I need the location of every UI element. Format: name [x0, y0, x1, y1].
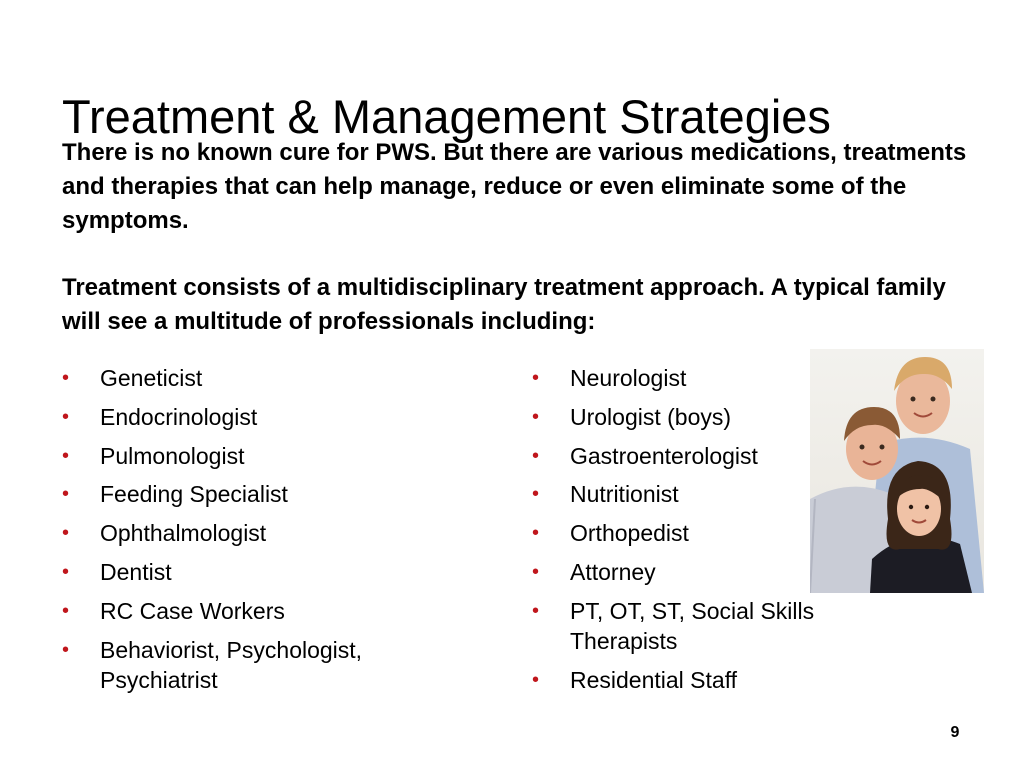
list-item-label: Gastroenterologist [570, 442, 758, 469]
bullet-icon: • [62, 522, 70, 545]
list-item-label: Nutritionist [570, 481, 679, 508]
bullet-icon: • [532, 599, 540, 622]
list-item [62, 363, 482, 394]
children-photo [810, 349, 984, 593]
list-item [62, 557, 482, 588]
intro-paragraph-cure: There is no known cure for PWS. But there are various medications, treatments and therapies that can help manage, reduce or even eliminate some of the symptoms. [62, 139, 967, 234]
bullet-icon: • [62, 444, 70, 467]
professionals-list-left [62, 363, 482, 704]
list-item [62, 479, 482, 510]
bullet-icon: • [532, 483, 540, 506]
list-item-label: Orthopedist [570, 520, 689, 547]
bullet-icon: • [532, 560, 540, 583]
intro-paragraph-approach: Treatment consists of a multidisciplinary treatment approach. A typical family will see a multitude of professionals including: [62, 274, 946, 335]
bullet-icon: • [62, 483, 70, 506]
list-item-label: Behaviorist, Psychologist, Psychiatrist [100, 636, 363, 694]
bullet-icon: • [62, 560, 70, 583]
list-item-label: RC Case Workers [100, 597, 285, 624]
list-item-label: Endocrinologist [100, 403, 258, 430]
list-item-label: Residential Staff [570, 667, 738, 694]
list-item [62, 402, 482, 433]
bullet-icon: • [532, 444, 540, 467]
bullet-icon: • [62, 638, 70, 661]
bullet-icon: • [532, 405, 540, 428]
bullet-icon: • [62, 367, 70, 389]
list-item [532, 665, 862, 696]
bullet-icon: • [62, 599, 70, 622]
bullet-icon: • [532, 522, 540, 545]
list-item [62, 441, 482, 472]
list-item-label: Attorney [570, 558, 656, 585]
list-item-label: Pulmonologist [100, 442, 245, 469]
list-item-label: Urologist (boys) [570, 403, 732, 430]
list-item-label: Dentist [100, 558, 172, 585]
bullet-icon: • [532, 669, 540, 692]
list-item-label: Geneticist [100, 365, 203, 391]
list-item [62, 596, 482, 627]
page-number: 9 [950, 724, 960, 741]
list-item-label: Neurologist [570, 365, 687, 391]
list-item [62, 635, 400, 696]
list-item [532, 596, 862, 657]
list-item-label: PT, OT, ST, Social Skills Therapists [570, 597, 815, 655]
bullet-icon: • [532, 367, 540, 389]
list-item [62, 518, 482, 549]
children-photo-illustration [810, 349, 984, 593]
bullet-icon: • [62, 405, 70, 428]
slide-title: Treatment & Management Strategies [62, 90, 831, 144]
list-item-label: Ophthalmologist [100, 520, 267, 547]
list-item-label: Feeding Specialist [100, 481, 288, 508]
